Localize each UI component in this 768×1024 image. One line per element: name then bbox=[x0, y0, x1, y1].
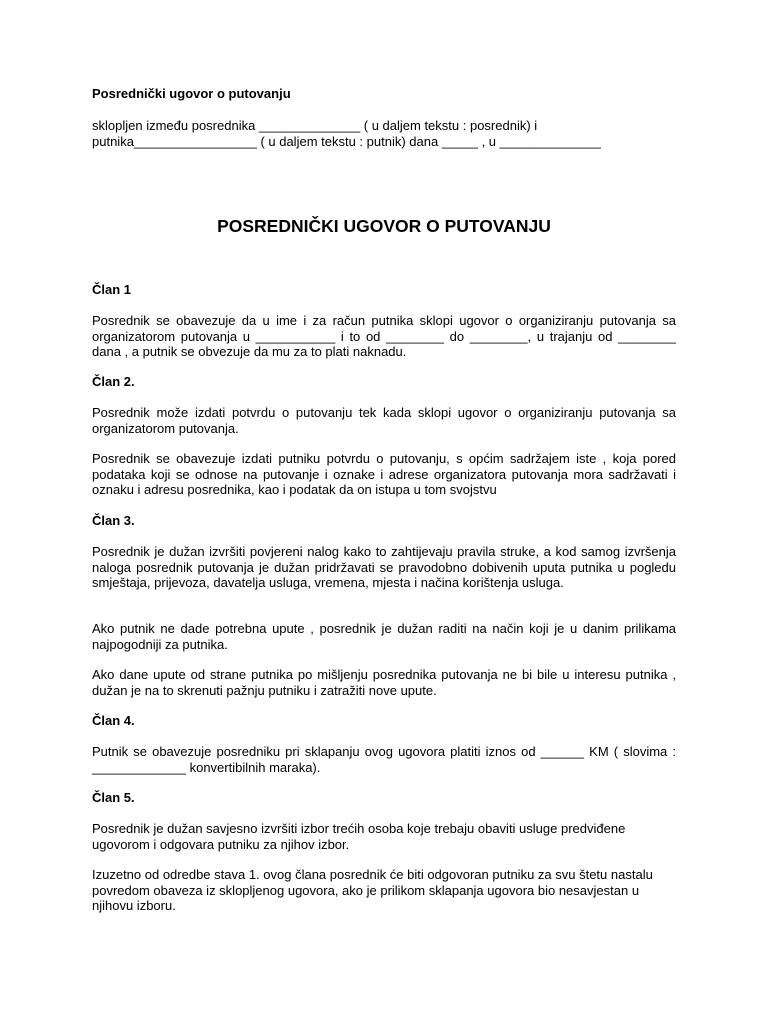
parties-line-2: putnika_________________ ( u daljem tekstu : putnik) dana _____ , u ______________ bbox=[92, 133, 601, 149]
article-2-heading: Član 2. bbox=[92, 374, 135, 389]
article-4-heading: Član 4. bbox=[92, 713, 135, 728]
document-title: POSREDNIČKI UGOVOR O PUTOVANJU bbox=[217, 216, 551, 236]
parties-paragraph bbox=[92, 118, 676, 149]
article-3-paragraph-3: Ako dane upute od strane putnika po mišljenju posrednika putovanja ne bi bile u interesu putnika , dužan je na to skrenuti pažnju putniku i zatražiti nove upute. bbox=[92, 667, 676, 698]
article-5-heading: Član 5. bbox=[92, 790, 135, 805]
article-2-paragraph-2: Posrednik se obavezuje izdati putniku potvrdu o putovanju, s općim sadržajem iste , koja pored podataka koji se odnose na putovanje i oznake i adrese organizatora putovanja mora sadržavati i oznaku i adresu posrednika, kao i podatak da on istupa u tom svojstvu bbox=[92, 451, 676, 497]
article-4-paragraph-1: Putnik se obavezuje posredniku pri sklapanju ovog ugovora platiti iznos od ______ KM ( slovima : _____________ konvertibilnih maraka). bbox=[92, 744, 676, 775]
article-1-paragraph-1: Posrednik se obavezuje da u ime i za račun putnika sklopi ugovor o organiziranju putovanja sa organizatorom putovanja u ___________ i to od ________ do ________, u trajanju od ________ dana , a putnik se obvezuje da mu za to plati naknadu. bbox=[92, 313, 676, 359]
parties-line-1: sklopljen između posrednika ______________ ( u daljem tekstu : posrednik) i bbox=[92, 118, 538, 133]
article-3-paragraph-1: Posrednik je dužan izvršiti povjereni nalog kako to zahtijevaju pravila struke, a kod samog izvršenja naloga posrednik putovanja je dužan pridržavati se pravodobno dobivenih uputa putnika u pogledu smještaja, prijevoza, davatelja usluga, vremena, mjesta i načina korištenja usluga. bbox=[92, 544, 676, 590]
article-5-paragraph-1: Posrednik je dužan savjesno izvršiti izbor trećih osoba koje trebaju obaviti usluge predviđene ugovorom i odgovara putniku za njihov izbor. bbox=[92, 821, 626, 852]
article-1-heading: Član 1 bbox=[92, 282, 132, 297]
article-3-heading: Član 3. bbox=[92, 513, 135, 528]
article-5-paragraph-2: Izuzetno od odredbe stava 1. ovog člana posrednik će biti odgovoran putniku za svu štetu nastalu povredom obaveza iz sklopljenog ugovora, ako je prilikom sklapanja ugovora bio nesavjestan u njihovu izboru. bbox=[92, 867, 653, 913]
article-3-paragraph-2: Ako putnik ne dade potrebna upute , posrednik je dužan raditi na način koji je u danim prilikama najpogodniji za putnika. bbox=[92, 621, 676, 652]
article-2-paragraph-1: Posrednik može izdati potvrdu o putovanju tek kada sklopi ugovor o organiziranju putovanja sa organizatorom putovanja. bbox=[92, 405, 676, 436]
document-subtitle: Posrednički ugovor o putovanju bbox=[92, 86, 291, 101]
